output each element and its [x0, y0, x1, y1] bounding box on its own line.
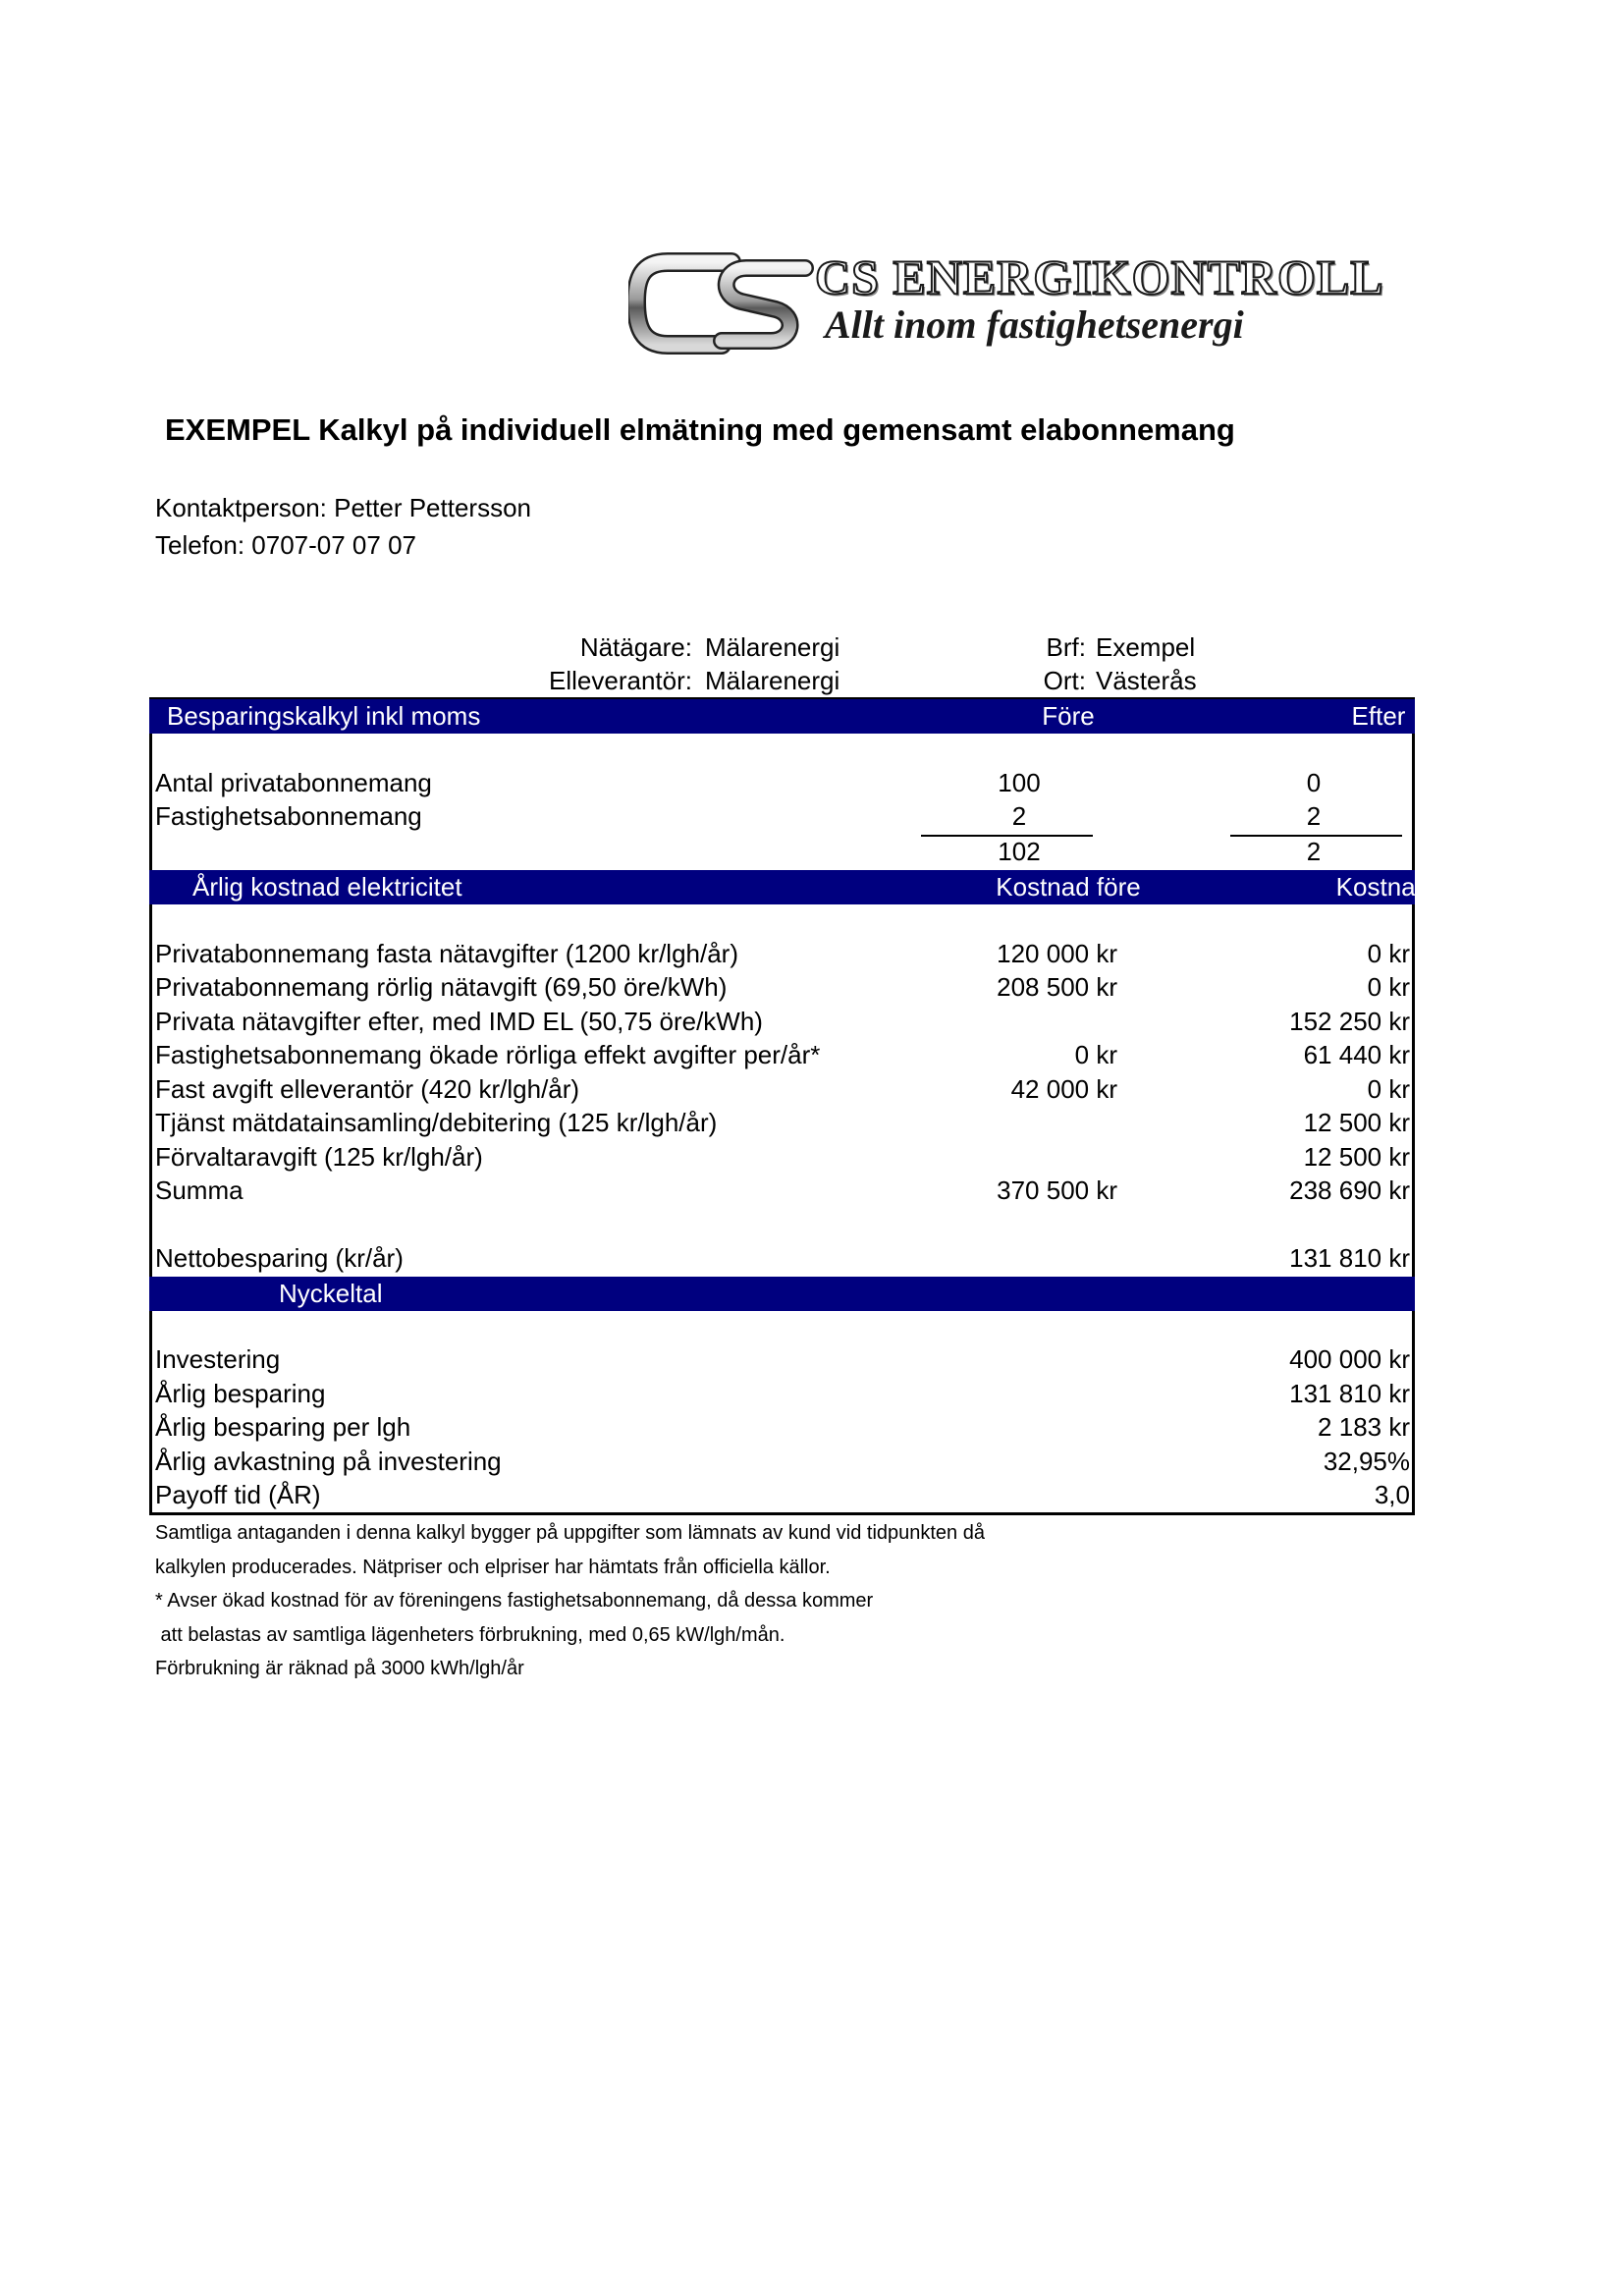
column-header-kostnad-efter: Kostnad efter: [1335, 872, 1489, 902]
contact-person: Kontaktperson: Petter Pettersson: [155, 493, 531, 522]
column-header-fore: Före: [1042, 701, 1095, 731]
row-label: Fastighetsabonnemang: [155, 801, 422, 831]
row-efter: 238 690 kr: [1289, 1175, 1410, 1205]
row-efter: 2: [1306, 837, 1322, 866]
table-row: [155, 768, 1412, 801]
footnote: Förbrukning är räknad på 3000 kWh/lgh/år: [155, 1658, 524, 1679]
logo-name: CS ENERGIKONTROLL: [815, 249, 1384, 304]
row-efter: 0 kr: [1367, 939, 1410, 968]
table-row: [155, 1447, 1412, 1480]
row-label: Nettobesparing (kr/år): [155, 1243, 404, 1273]
row-efter: 3,0: [1374, 1480, 1410, 1509]
page-title: EXEMPEL Kalkyl på individuell elmätning med gemensamt elabonnemang: [165, 412, 1235, 447]
row-fore: 370 500 kr: [997, 1175, 1117, 1205]
row-label: Antal privatabonnemang: [155, 768, 432, 797]
table-row: [155, 972, 1412, 1006]
natagare-value: Mälarenergi: [705, 632, 840, 662]
footnote: Samtliga antaganden i denna kalkyl bygger på uppgifter som lämnats av kund vid tidpunkten då: [155, 1522, 985, 1544]
section-header-label: Nyckeltal: [279, 1279, 383, 1308]
table-row-nettobesparing: [155, 1243, 1412, 1277]
section-header-besparingskalkyl: [149, 699, 1415, 734]
table-row: [155, 939, 1412, 972]
table-row: [155, 801, 1412, 835]
table-row: [155, 1344, 1412, 1378]
cs-logo-mark: [628, 250, 815, 358]
ort-label: Ort:: [1043, 666, 1086, 695]
table-row: [155, 1412, 1412, 1446]
column-header-efter: Efter: [1351, 701, 1406, 731]
footnote: kalkylen producerades. Nätpriser och elpriser har hämtats från officiella källor.: [155, 1557, 831, 1578]
row-efter: 2 183 kr: [1318, 1412, 1410, 1442]
row-fore: 120 000 kr: [997, 939, 1117, 968]
table-row-total: [155, 837, 1412, 870]
row-label: Summa: [155, 1175, 244, 1205]
brf-label: Brf:: [1046, 632, 1086, 662]
row-efter: 32,95%: [1323, 1447, 1410, 1476]
row-fore: 2: [1011, 801, 1027, 831]
natagare-label: Nätägare:: [579, 632, 692, 662]
row-efter: 2: [1306, 801, 1322, 831]
section-header-arlig-kostnad: [149, 870, 1489, 904]
section-header-label: Besparingskalkyl inkl moms: [167, 701, 481, 731]
table-row-summa: [155, 1175, 1412, 1209]
row-label: Privata nätavgifter efter, med IMD EL (50,75 öre/kWh): [155, 1007, 763, 1036]
brf-value: Exempel: [1096, 632, 1196, 662]
row-efter: 131 810 kr: [1289, 1243, 1410, 1273]
row-fore: 0 kr: [1074, 1040, 1117, 1069]
row-efter: 0: [1306, 768, 1322, 797]
row-efter: 12 500 kr: [1303, 1108, 1410, 1137]
row-label: Årlig besparing per lgh: [155, 1412, 411, 1442]
row-label: Fast avgift elleverantör (420 kr/lgh/år): [155, 1074, 580, 1104]
row-fore: 42 000 kr: [1010, 1074, 1117, 1104]
table-row: [155, 1379, 1412, 1412]
row-efter: 61 440 kr: [1303, 1040, 1410, 1069]
table-row: [155, 1040, 1412, 1073]
row-label: Tjänst mätdatainsamling/debitering (125 kr/lgh/år): [155, 1108, 718, 1137]
table-row: [155, 1074, 1412, 1108]
row-label: Årlig besparing: [155, 1379, 326, 1408]
row-fore: 102: [998, 837, 1041, 866]
row-efter: 0 kr: [1367, 972, 1410, 1002]
row-label: Privatabonnemang fasta nätavgifter (1200 kr/lgh/år): [155, 939, 739, 968]
section-header-nyckeltal: [149, 1277, 1415, 1311]
row-label: Payoff tid (ÅR): [155, 1480, 321, 1509]
row-efter: 0 kr: [1367, 1074, 1410, 1104]
section-header-label: Årlig kostnad elektricitet: [192, 872, 462, 902]
footnote: att belastas av samtliga lägenheters förbrukning, med 0,65 kW/lgh/mån.: [155, 1624, 785, 1646]
row-efter: 152 250 kr: [1289, 1007, 1410, 1036]
row-label: Fastighetsabonnemang ökade rörliga effekt avgifter per/år*: [155, 1040, 821, 1069]
row-label: Privatabonnemang rörlig nätavgift (69,50 öre/kWh): [155, 972, 728, 1002]
row-label: Förvaltaravgift (125 kr/lgh/år): [155, 1142, 483, 1172]
row-fore: 100: [998, 768, 1041, 797]
row-fore: 208 500 kr: [997, 972, 1117, 1002]
row-label: Årlig avkastning på investering: [155, 1447, 502, 1476]
ort-value: Västerås: [1096, 666, 1197, 695]
column-header-kostnad-fore: Kostnad före: [996, 872, 1141, 902]
table-row: [155, 1108, 1412, 1141]
row-label: Investering: [155, 1344, 281, 1374]
table-row: [155, 1142, 1412, 1175]
row-efter: 131 810 kr: [1289, 1379, 1410, 1408]
table-row: [155, 1480, 1412, 1513]
elleverantor-label: Elleverantör:: [549, 666, 692, 695]
table-row: [155, 1007, 1412, 1040]
logo-tagline: Allt inom fastighetsenergi: [825, 302, 1244, 347]
contact-phone: Telefon: 0707-07 07 07: [155, 530, 416, 560]
row-efter: 12 500 kr: [1303, 1142, 1410, 1172]
row-efter: 400 000 kr: [1289, 1344, 1410, 1374]
footnote: * Avser ökad kostnad för av föreningens fastighetsabonnemang, då dessa kommer: [155, 1590, 874, 1612]
company-logo: [628, 250, 1404, 358]
elleverantor-value: Mälarenergi: [705, 666, 840, 695]
